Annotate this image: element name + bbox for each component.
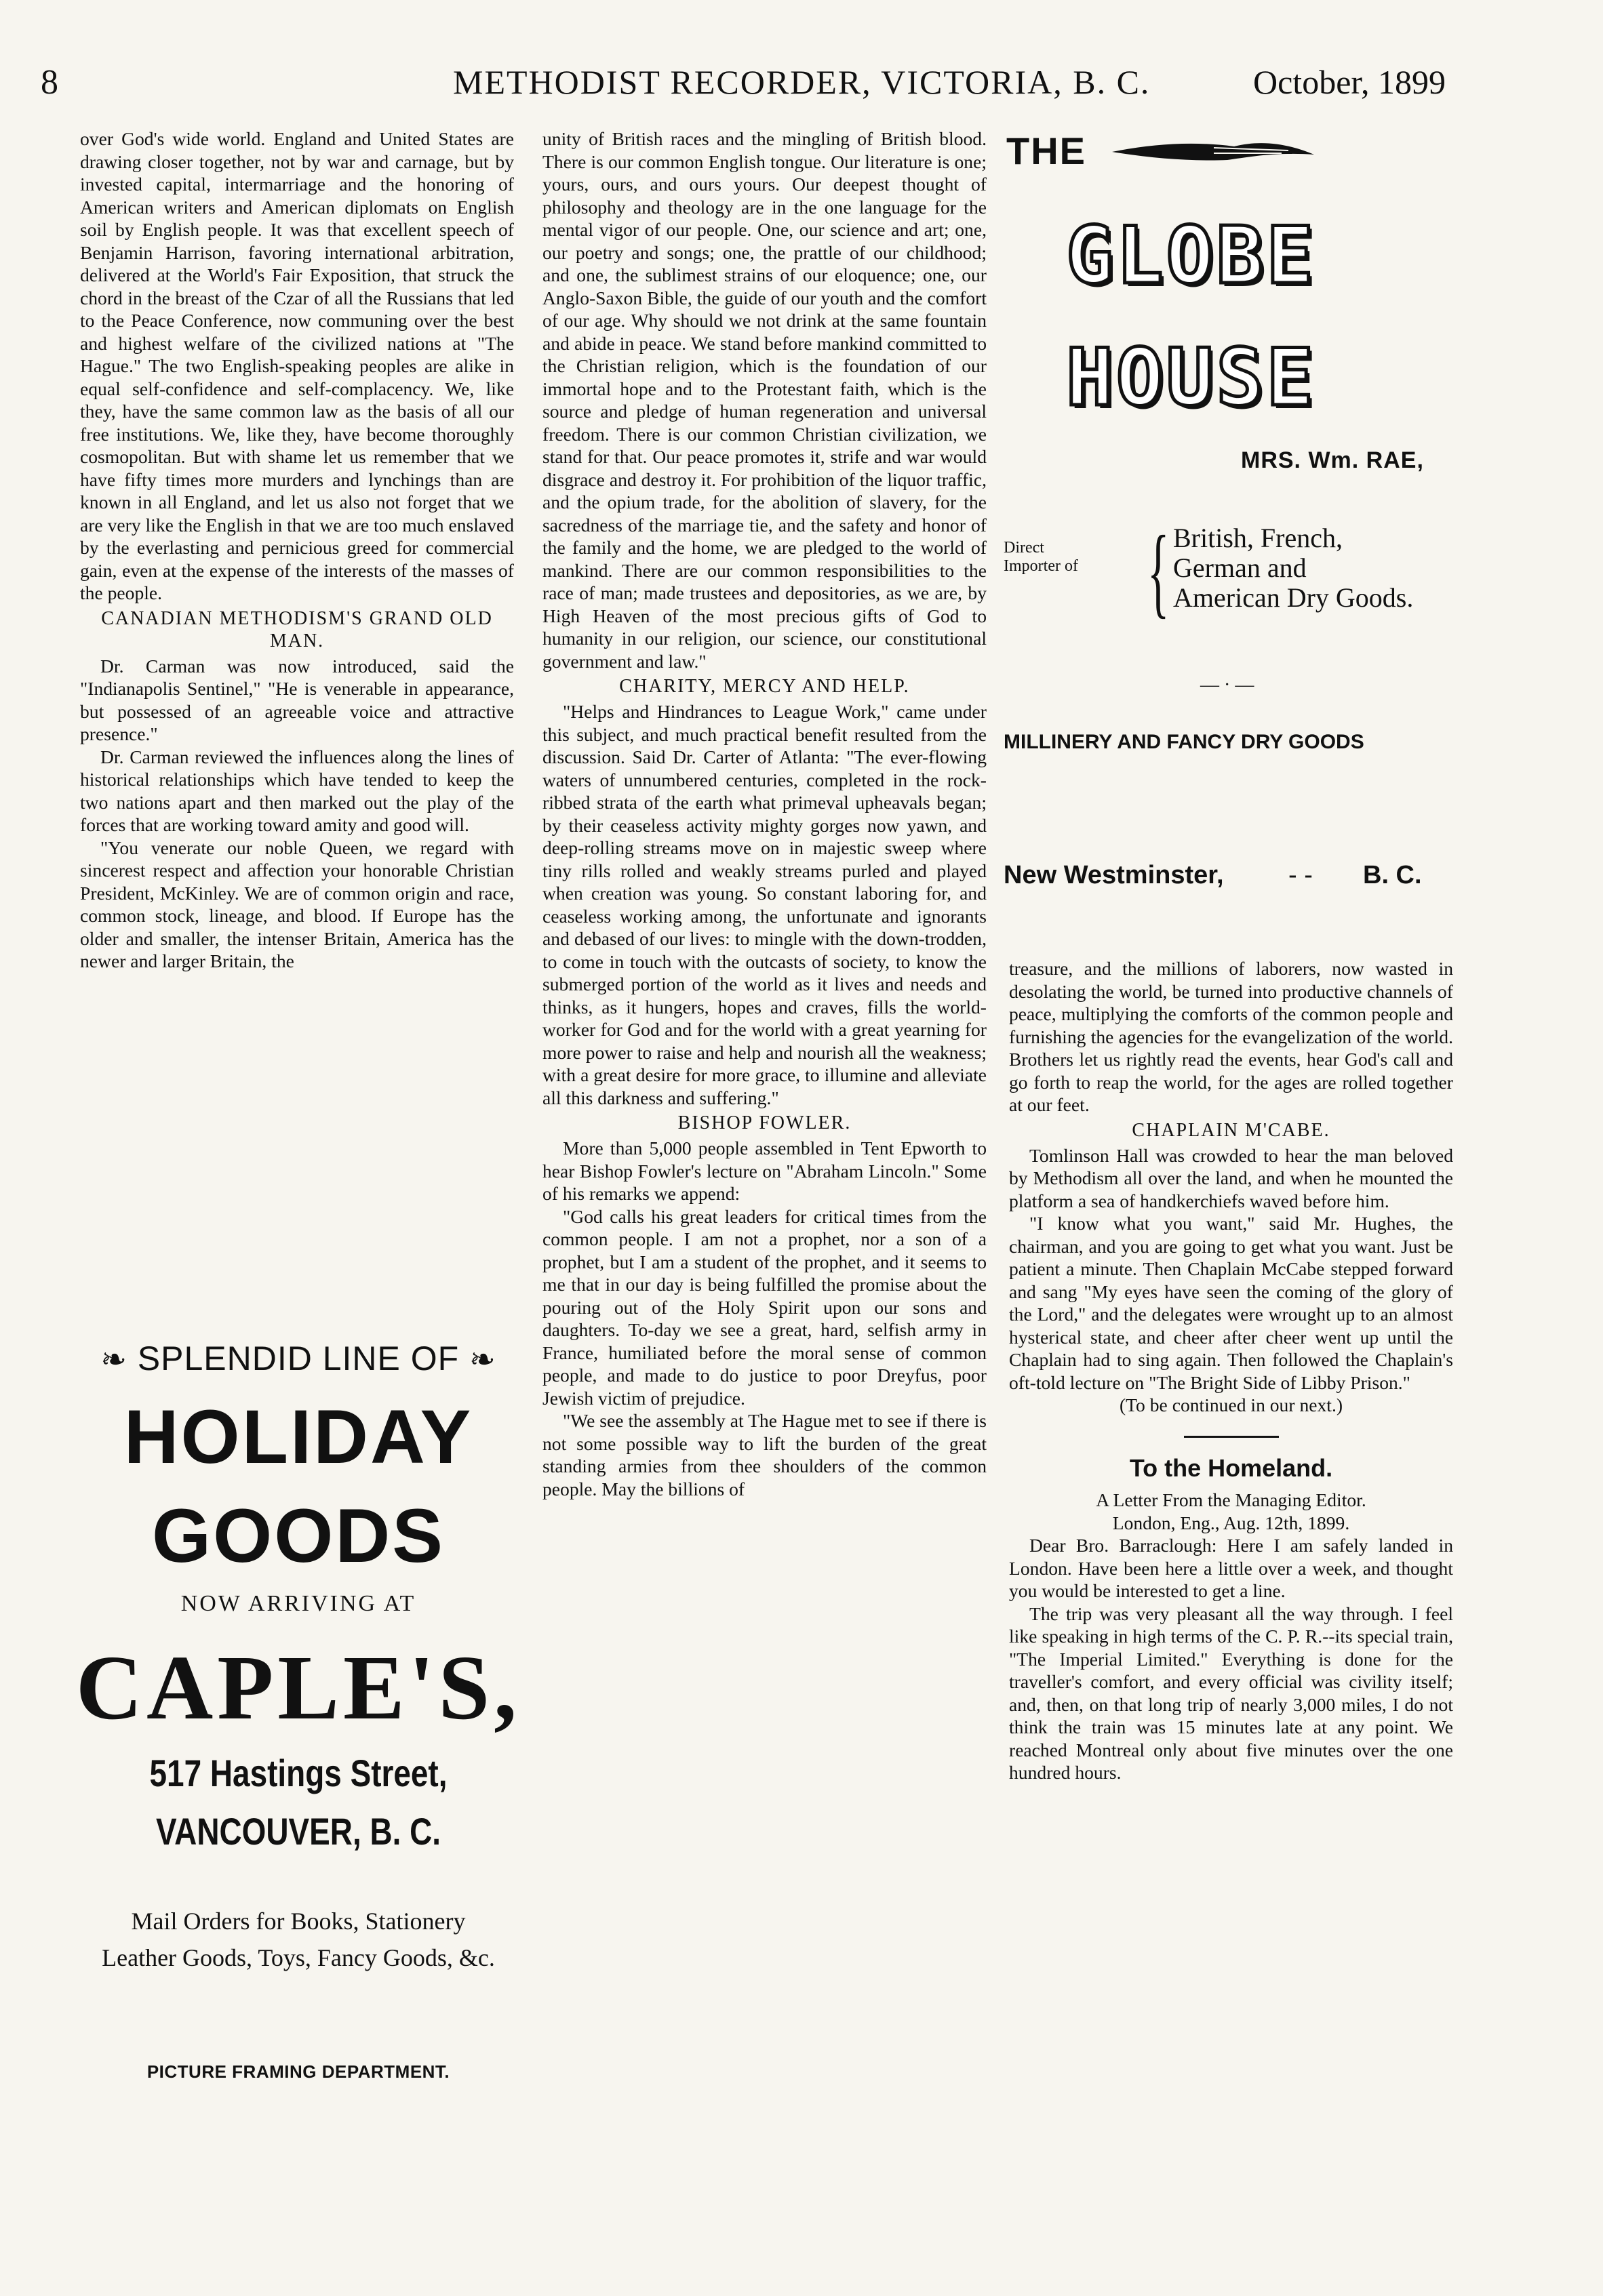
ad-framing-department: PICTURE FRAMING DEPARTMENT. [146, 2061, 450, 2082]
ad-importer-label: Importer of [1004, 557, 1078, 575]
ad-dots: - - [1288, 861, 1313, 889]
section-heading-charity: CHARITY, MERCY AND HELP. [619, 676, 910, 697]
ad-direct-importer [1004, 539, 1078, 576]
ad-proprietor: MRS. Wm. RAE, [1241, 447, 1424, 473]
section-heading-fowler: BISHOP FOWLER. [677, 1112, 852, 1133]
ad-millinery: MILLINERY AND FANCY DRY GOODS [1004, 731, 1364, 753]
letter-date: London, Eng., Aug. 12th, 1899. [1112, 1512, 1350, 1533]
ad-arriving: NOW ARRIVING AT [180, 1591, 416, 1616]
ad-mail-line-2: Leather Goods, Toys, Fancy Goods, &c. [102, 1944, 495, 1971]
ad-goods-list [1173, 523, 1413, 613]
letter-line: A Letter From the Managing Editor. [1096, 1489, 1366, 1510]
ad-goods-line-2: German and [1173, 552, 1307, 583]
page-header [41, 62, 1465, 115]
ad-direct-label: Direct [1004, 539, 1044, 557]
article-paragraph: unity of British races and the mingling of British blood. There is our common English tongue. Our literature is one; yours, ours, and ours yours. Our deepest thought of philosophy and theology are in the one language for the mental vigor of our people. One, our science and art; one, our poetry and songs; one, the prattle of our childhood; and one, the sublimest strains of our eloquence; one, our Anglo-Saxon Bible, the guide of our youth and the comfort of our age. Why should we not drink at the same fountain and abide in peace. We stand before mankind committed to the Christian religion, which is the foundation of our immortal hope and to the Protestant faith, which is the source and pledge of human regeneration and universal freedom. There is our common Christian civilization, we stand for that. Our peace promotes it, strife and war would disgrace and destroy it. For prohibition of the liquor traffic, and the opium trade, for the abolition of slavery, for the sacredness of the marriage tie, and the safety and honor of the family and the home, we are pledged to the world of mankind. There are our common responsibilities to the race of man; made trustees and depositories, as we are, by High Heaven of the most precious gifts of God to humanity in our religion, our science, our constitutional government and law." [542, 128, 987, 672]
ad-street: 517 Hastings Street, [149, 1752, 448, 1794]
ad-city: New Westminster, [1004, 861, 1224, 889]
quill-flourish-icon [1112, 137, 1315, 167]
section-heading-carman: CANADIAN METHODISM'S GRAND OLD MAN. [101, 607, 493, 651]
leaf-ornament-icon: ❧ [100, 1342, 127, 1377]
homeland-heading: To the Homeland. [1129, 1453, 1333, 1482]
column-1 [80, 127, 514, 973]
ad-the: THE [1006, 129, 1086, 172]
ad-city: VANCOUVER, B. C. [155, 1810, 441, 1853]
article-paragraph: over God's wide world. England and United States are drawing closer together, not by war and carnage, but by invested capital, intermarriage and the honoring of American writers and American diplomats on English soil by English people. It was that excellent speech of Benjamin Harrison, favoring international arbitration, delivered at the World's Fair Exposition, that struck the chord in the breast of the Czar of all the Russians that led to the Peace Conference, now communing over the best and highest welfare of the civilized nations at "The Hague." The two English-speaking peoples are alike in equal self-confidence and self-complacency. We, like they, have the same common law as the basis of all our free institutions. We, like they, have become thoroughly cosmopolitan. But with shame let us remember that we have fifty times more murders and lynchings than are known in all England, and let us also not forget that we are very like the English in that we are too much enslaved by the everlasting and pernicious greed for commercial gain, even at the expense of the interests of the masses of the people. [80, 128, 514, 603]
article-paragraph: "I know what you want," said Mr. Hughes, the chairman, and you are going to get what you want. Just be patient a minute. Then Chaplain McCabe stepped forward and sang "My eyes have seen the coming of the glory of the Lord," and the delegates were wrought up to an almost hysterical state, and cheer after cheer went up until the Chaplain had to sing again. Then followed the Chaplain's oft-told lecture on "The Bright Side of Libby Prison." [1009, 1213, 1453, 1393]
article-paragraph: treasure, and the millions of laborers, now wasted in desolating the world, be turned into productive channels of peace, multiplying the comforts of the common people and furnishing the agencies for the evangelization of the world. Brothers let us rightly read the events, hear God's call and go forth to reap the world, for the ages are rolled together at our feet. [1009, 958, 1453, 1115]
ad-holiday: HOLIDAY [123, 1394, 473, 1479]
ad-goods-line-1: British, French, [1173, 523, 1343, 553]
brace-icon: { [1147, 515, 1170, 628]
divider-rule [1184, 1436, 1279, 1438]
article-paragraph: Dear Bro. Barraclough: Here I am safely landed in London. Have been here a little over a week, and thought you would be interested to get a line. [1009, 1535, 1453, 1601]
ad-divider: — · — [1200, 674, 1254, 696]
ad-splendid-line [54, 1339, 542, 1378]
article-paragraph: Dr. Carman reviewed the influences along the lines of historical relationships which have tended to keep the two nations apart and then marked out the play of the forces that are working toward amity and good will. [80, 746, 514, 835]
article-paragraph: "God calls his great leaders for critical times from the common people. I am not a prophet, nor a son of a prophet, but I am a student of the prophet, and it seems to me that in our day is being fulfilled the promise about the pouring out of the Holy Spirit upon our sons and daughters. To-day we see a great, hard, selfish army in France, humiliated before the moral sense of common people, and made to do justice to poor Dreyfus, poor Jewish victim of prejudice. [542, 1205, 987, 1409]
column-2 [542, 127, 987, 1500]
article-paragraph: Dr. Carman was now introduced, said the "Indianapolis Sentinel," "He is venerable in appearance, but possessed of an agreeable voice and attractive presence." [80, 655, 514, 744]
ad-goods-line-3: American Dry Goods. [1173, 582, 1414, 613]
caples-advertisement [54, 1339, 542, 2082]
article-paragraph: More than 5,000 people assembled in Tent Epworth to hear Bishop Fowler's lecture on "Abraham Lincoln." Some of his remarks we append: [542, 1137, 987, 1204]
ad-splendid-text: SPLENDID LINE OF [137, 1340, 460, 1377]
article-paragraph: "We see the assembly at The Hague met to see if there is not some possible way to lift the burden of the great standing armies from thee shoulders of the common people. May the billions of [542, 1410, 987, 1499]
leaf-ornament-icon: ❧ [469, 1342, 496, 1377]
ad-mail-orders [54, 1903, 542, 1976]
article-paragraph: "You venerate our noble Queen, we regard with sincerest respect and affection your honorable Christian President, McKinley. We are of common origin and race, common stock, lineage, and blood. If Europe has the older and smaller, the intenser Britain, America has the newer and larger Britain, the [80, 837, 514, 971]
ad-house-word: HOUSE [1066, 332, 1317, 424]
article-paragraph: The trip was very pleasant all the way through. I feel like speaking in high terms of the C. P. R.--its special train, "The Imperial Limited." Everything is done for the traveller's comfort, and every official was civility itself; and, then, on that long trip of nearly 3,000 miles, I do not think the train was 15 minutes late at any point. We reached Montreal only about five minutes over the one hundred hours. [1009, 1603, 1453, 1783]
page-number: 8 [41, 63, 58, 102]
ad-province: B. C. [1363, 861, 1422, 889]
ad-goods: GOODS [152, 1493, 445, 1578]
continued-note: (To be continued in our next.) [1119, 1394, 1343, 1415]
article-paragraph: Tomlinson Hall was crowded to hear the man beloved by Methodism all over the land, and when he mounted the platform a sea of handkerchiefs waved before him. [1009, 1144, 1453, 1211]
ad-globe-word: GLOBE [1066, 210, 1317, 302]
article-paragraph: "Helps and Hindrances to League Work," came under this subject, and much practical benefit resulted from the discussion. Said Dr. Carter of Atlanta: "The ever-flowing waters of unnumbered centuries, completed in the rock-ribbed strata of the earth what primeval upheavals began; by their ceaseless activity mighty gorges now yawn, and deep-rolling streams move on in majestic sweep where tiny rills rolled and weakly streams purled and played when creation was young. So constant laboring for, and ceaseless working among, the unfortunate and ignorants and debased of our lives: to mingle with the down-trodden, to come in touch with the outcasts of society, to know the submerged portion of the world as it lives and needs and thinks, as it hungers, hopes and craves, fills the world-worker for God and for the world with a great yearning for more power to raise and help and nourish all the weakness; with a great desire for more grace, to illumine and alleviate all this darkness and suffering." [542, 701, 987, 1108]
issue-date: October, 1899 [1253, 63, 1446, 101]
ad-store-name: CAPLE'S, [75, 1637, 521, 1739]
ad-mail-line-1: Mail Orders for Books, Stationery [131, 1908, 466, 1935]
masthead-title: METHODIST RECORDER, VICTORIA, B. C. [453, 63, 1151, 101]
section-heading-mccabe: CHAPLAIN M'CABE. [1132, 1119, 1330, 1141]
column-3 [1009, 957, 1453, 1784]
